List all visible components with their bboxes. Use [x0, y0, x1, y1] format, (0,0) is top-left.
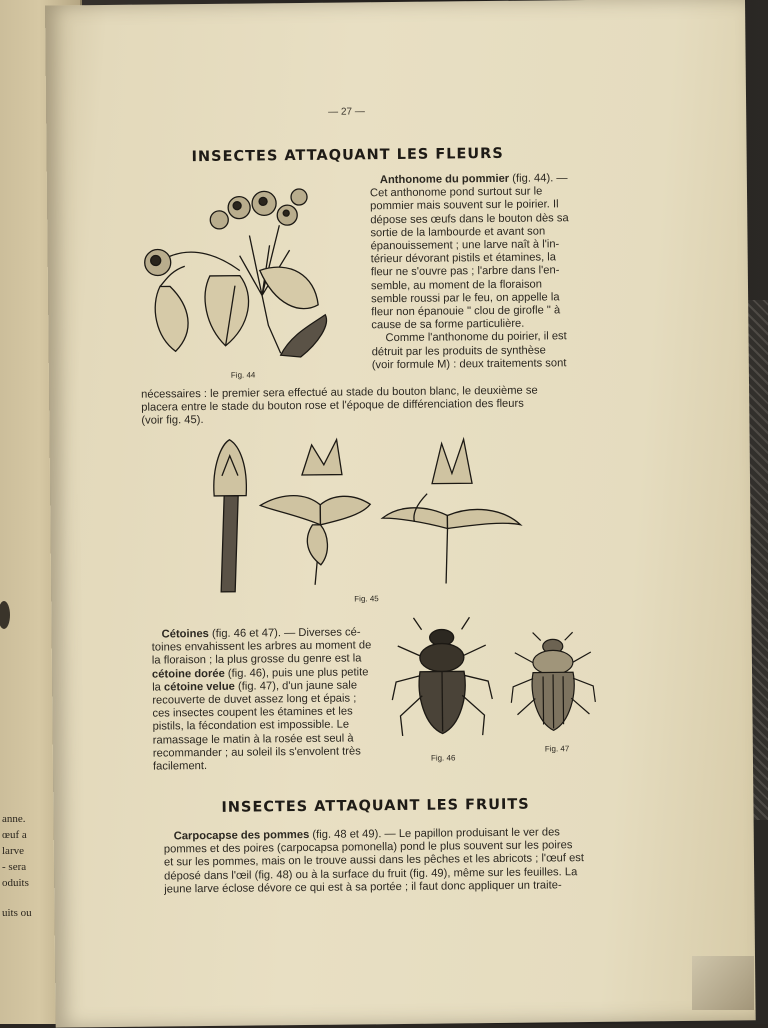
anthonome-line-5: épanouissement ; une larve naît à l'in-	[370, 238, 560, 253]
carpocapse-line-0: (fig. 48 et 49). — Le papillon produisant le ver des	[309, 826, 560, 841]
left-fragment-4: - sera	[2, 861, 27, 873]
anthonome-full-line-0: nécessaires : le premier sera effectué au stade du bouton blanc, le deuxième se	[141, 384, 538, 401]
cetoines-line-4a: la	[152, 681, 165, 694]
cetoines-line-2: la floraison ; la plus grosse du genre est la	[151, 652, 362, 667]
anthonome-line-0: (fig. 44). —	[509, 172, 568, 185]
left-fragment-1: anne.	[2, 813, 26, 825]
fig46-beetle-illustration	[391, 615, 492, 746]
book-page	[45, 0, 756, 1028]
cetoines-line-9: recommander ; au soleil ils s'envolent très	[152, 745, 361, 760]
cetoine-velue-term: cétoine velue	[163, 680, 235, 694]
anthonome-full-line-1: placera entre le stade du bouton rose et l'époque de différenciation des fleurs	[141, 397, 524, 414]
anthonome-line-14: (voir formule M) : deux traitements sont	[371, 357, 567, 372]
anthonome-full-line-2: (voir fig. 45).	[141, 414, 204, 428]
caption-fig47: Fig. 47	[544, 744, 570, 754]
anthonome-line-10: fleur non épanouie " clou de girofle " à	[371, 304, 561, 319]
left-fragment-3: larve	[2, 845, 24, 857]
cetoines-line-8: ramassage le matin à la rosée est seul à	[152, 732, 354, 747]
cetoines-paragraph	[152, 626, 373, 774]
carpocapse-paragraph	[164, 826, 585, 896]
heading-fleurs: INSECTES ATTAQUANT LES FLEURS	[191, 145, 504, 166]
anthonome-line-12: Comme l'anthonome du poirier, il est	[385, 330, 567, 345]
anthonome-line-4: sortie de la lambourde et avant son	[370, 225, 546, 240]
anthonome-continuation	[141, 385, 538, 429]
cetoines-line-7: pistils, la fécondation est impossible. Le	[152, 718, 350, 733]
cetoines-line-4b: (fig. 47), d'un jaune sale	[234, 679, 358, 693]
cetoines-line-1: toines envahissent les arbres au moment de	[151, 639, 372, 654]
carpocapse-line-1: pommes et des poires (carpocapsa pomonella) pond le plus souvent sur les poires	[163, 839, 573, 856]
carpocapse-line-4: jeune larve éclose dévore ce qui est à sa portée ; il faut donc appliquer un traite-	[164, 879, 562, 896]
fig44-illustration	[139, 175, 341, 380]
anthonome-line-1: Cet anthonome pond surtout sur le	[369, 185, 543, 200]
cetoines-line-5: recouverte de duvet assez long et épais ;	[152, 692, 357, 707]
anthonome-line-8: semble, au moment de la floraison	[370, 278, 543, 292]
left-fragment-5: oduits	[2, 877, 29, 889]
anthonome-line-7: fleur ne s'ouvre pas ; l'arbre dans l'en-	[370, 264, 560, 279]
corner-watermark-image	[692, 956, 754, 1010]
caption-fig44: Fig. 44	[230, 370, 256, 380]
anthonome-line-3: dépose ses œufs dans le bouton dès sa	[370, 211, 569, 226]
heading-fruits: INSECTES ATTAQUANT LES FRUITS	[221, 796, 530, 816]
anthonome-line-2: pommier mais souvent sur le poirier. Il	[370, 198, 559, 213]
anthonome-title: Anthonome du pommier	[379, 172, 510, 187]
caption-fig46: Fig. 46	[430, 753, 456, 763]
fig47-beetle-illustration	[509, 632, 600, 743]
left-page-illustration	[0, 590, 18, 650]
cetoines-line-3: (fig. 46), puis une plus petite	[224, 665, 369, 680]
cetoines-line-10: facilement.	[152, 760, 208, 773]
anthonome-line-13: détruit par les produits de synthèse	[371, 344, 546, 358]
anthonome-line-6: térieur dévorant pistils et étamines, la	[370, 251, 557, 266]
carpocapse-line-2: et sur les pommes, mais on le trouve aussi dans les pêches et les abricots ; l'œuf est	[163, 852, 585, 869]
cetoines-title: Cétoines	[161, 627, 209, 641]
anthonome-line-9: semble roussi par le feu, on appelle la	[371, 291, 560, 306]
carpocapse-title: Carpocapse des pommes	[173, 828, 310, 843]
cetoines-line-0: (fig. 46 et 47). — Diverses cé-	[208, 626, 361, 640]
cetoine-doree-term: cétoine dorée	[151, 667, 225, 681]
cetoines-line-6: ces insectes coupent les étamines et les	[152, 705, 353, 720]
page-number: — 27 —	[328, 106, 365, 118]
fig45-illustration	[202, 432, 544, 596]
carpocapse-line-3: déposé dans l'œil (fig. 48) ou à la surface du fruit (fig. 49), même sur les feuilles. La	[164, 865, 578, 883]
left-fragment-6: uits ou	[2, 907, 32, 919]
left-fragment-2: œuf a	[2, 829, 27, 841]
anthonome-line-11: cause de sa forme particulière.	[371, 317, 525, 332]
anthonome-paragraph	[370, 172, 570, 372]
caption-fig45: Fig. 45	[354, 594, 379, 604]
